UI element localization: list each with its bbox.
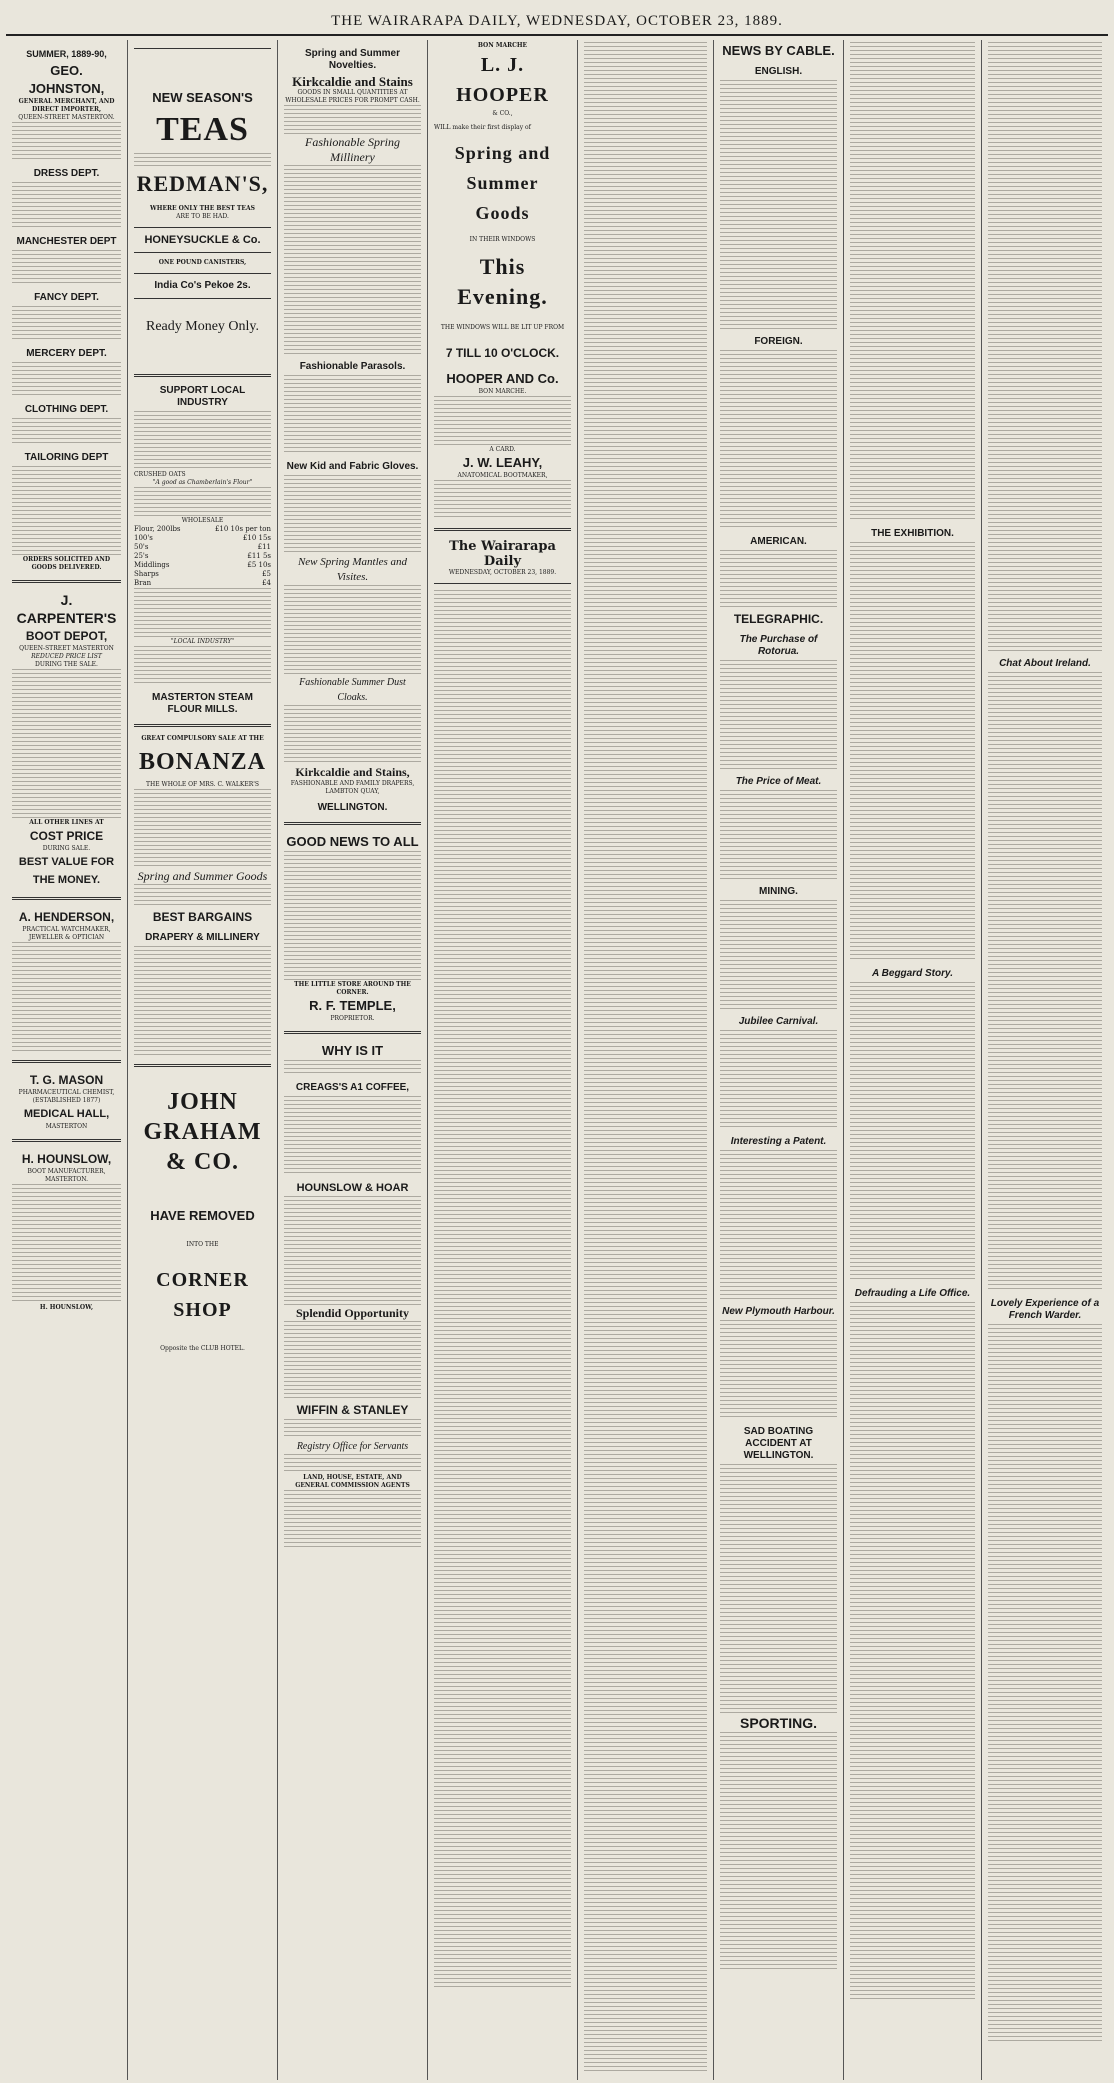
flour-item: 50's	[134, 543, 149, 551]
flour-price-row	[134, 525, 271, 534]
orders-footer: ORDERS SOLICITED AND GOODS DELIVERED.	[22, 556, 111, 571]
dress-dept-heading: DRESS DEPT.	[33, 168, 100, 179]
flour-item: 100's	[134, 534, 153, 542]
splendid-body	[284, 1321, 421, 1401]
news-by-cable: NEWS BY CABLE.	[722, 43, 835, 58]
foreign-text	[720, 350, 837, 530]
local-body	[134, 646, 271, 686]
johnston-loc: QUEEN-STREET MASTERTON.	[18, 114, 115, 121]
masthead-title: THE WAIRARAPA DAILY, WEDNESDAY, OCTOBER 23, 1889.	[331, 13, 783, 29]
leahy-sub: ANATOMICAL BOOTMAKER,	[457, 472, 548, 479]
lit-up: THE WINDOWS WILL BE LIT UP FROM	[440, 324, 565, 331]
divider	[434, 583, 571, 584]
carpenter-sub: BOOT DEPOT,	[25, 629, 108, 643]
henderson-text	[12, 942, 121, 1052]
sporting-heading: SPORTING.	[739, 1715, 817, 1731]
wiffin-heading: WIFFIN & STANLEY	[296, 1403, 409, 1417]
henderson-name: A. HENDERSON,	[18, 910, 115, 924]
best-bargains: BEST BARGAINS	[152, 910, 253, 924]
flour-price: £10 10s per ton	[214, 525, 271, 533]
dust-cloaks-heading: Fashionable Summer Dust Cloaks.	[299, 677, 406, 703]
mercery-dept-heading: MERCERY DEPT.	[26, 348, 107, 359]
boating-text	[720, 1464, 837, 1714]
divider	[12, 897, 121, 900]
flour-price-row	[134, 561, 271, 570]
land-line: LAND, HOUSE, ESTATE, AND	[303, 1474, 402, 1481]
goods-word: Goods	[475, 203, 530, 223]
flour-price-row	[134, 552, 271, 561]
exhibition-heading: THE EXHIBITION.	[871, 528, 954, 539]
spring-summer: Spring and Summer	[454, 143, 551, 193]
american-heading: AMERICAN.	[750, 536, 807, 547]
parasols-heading: Fashionable Parasols.	[299, 361, 406, 372]
divider	[134, 227, 271, 228]
local-industry: "LOCAL INDUSTRY"	[170, 638, 235, 645]
divider	[134, 48, 271, 49]
divider	[134, 1064, 271, 1067]
temple-name: R. F. TEMPLE,	[309, 998, 396, 1013]
flour-item: Sharps	[134, 570, 159, 578]
flour-item: 25's	[134, 552, 149, 560]
wholesale-heading: WHOLESALE	[181, 517, 224, 524]
column-6	[714, 40, 844, 2080]
in-windows: IN THEIR WINDOWS	[469, 236, 536, 243]
paper-date: WEDNESDAY, OCTOBER 23, 1889.	[448, 569, 557, 576]
kirkcaldie2-heading: Kirkcaldie and Stains,	[295, 765, 410, 779]
paper-title: The Wairarapa Daily	[449, 539, 556, 569]
bonanza-body	[134, 789, 271, 869]
patent-text	[720, 1150, 837, 1300]
hounslow-text	[12, 1184, 121, 1304]
jubilee-heading: Jubilee Carnival.	[738, 1016, 819, 1027]
hooper-name: L. J. HOOPER	[456, 54, 549, 106]
american-text	[720, 550, 837, 610]
carpenter-cost: COST PRICE	[29, 829, 104, 843]
foreign-heading: FOREIGN.	[754, 336, 803, 347]
carpenter-title: J. CARPENTER'S	[16, 592, 117, 626]
why-line	[284, 1060, 421, 1076]
hounslow-sub: BOOT MANUFACTURER,	[27, 1168, 106, 1175]
flour-price: £4	[262, 579, 271, 587]
column-1	[6, 40, 128, 2080]
columns	[6, 40, 1108, 2080]
mason-sub: PHARMACEUTICAL CHEMIST,	[18, 1089, 115, 1096]
johnston-intro-text	[12, 122, 121, 162]
english-text	[720, 80, 837, 330]
manchester-dept-heading: MANCHESTER DEPT	[16, 236, 117, 247]
chamberlain-body	[134, 487, 271, 517]
flour-price: £11 5s	[247, 552, 271, 560]
defrauding-text	[850, 1302, 975, 2002]
mantles-heading: New Spring Mantles and Visites.	[297, 556, 408, 583]
rotorua-heading: The Purchase of Rotorua.	[739, 634, 818, 657]
flour-price: £5	[262, 570, 271, 578]
divider	[284, 822, 421, 825]
corner-shop: CORNER SHOP	[156, 1269, 249, 1321]
column-7-top-text	[850, 42, 975, 522]
plymouth-text	[720, 1320, 837, 1420]
ireland-heading: Chat About Ireland.	[999, 658, 1091, 669]
clearing-line: GREAT COMPULSORY SALE AT THE	[141, 735, 264, 742]
creags-line: CREAGS'S A1 COFFEE,	[295, 1082, 410, 1093]
graham-co: & CO.	[166, 1149, 239, 1175]
plymouth-heading: New Plymouth Harbour.	[722, 1306, 835, 1317]
card-line: A CARD.	[489, 446, 516, 453]
tailoring-dept-heading: TAILORING DEPT	[24, 452, 109, 463]
kirk2-sub: FASHIONABLE AND FAMILY DRAPERS,	[290, 780, 415, 787]
flour-price-table	[134, 525, 271, 588]
chamberlain-quote: "A good as Chamberlain's Flour"	[152, 479, 253, 486]
flour-price-row	[134, 570, 271, 579]
carpenter-during2: DURING SALE.	[42, 845, 91, 852]
flour-price-row	[134, 534, 271, 543]
hounslow-hoar-body	[284, 1196, 421, 1306]
defrauding-heading: Defrauding a Life Office.	[854, 1288, 971, 1299]
hooper-co: & CO.,	[492, 110, 513, 117]
general-line: GENERAL COMMISSION AGENTS	[295, 1482, 410, 1489]
divider	[134, 374, 271, 377]
gloves-heading: New Kid and Fabric Gloves.	[286, 461, 419, 472]
chamberlain-text	[134, 411, 271, 471]
bon-marche-2: BON MARCHE.	[478, 388, 527, 395]
where-line: WHERE ONLY THE BEST TEAS	[150, 205, 255, 212]
ireland-text	[988, 672, 1102, 1292]
beggar-heading: A Beggard Story.	[872, 968, 953, 979]
general-body	[284, 1490, 421, 1550]
are-line: ARE TO BE HAD.	[176, 213, 229, 220]
carpenter-during: DURING THE SALE.	[35, 661, 98, 668]
column-5-text	[584, 42, 707, 2072]
jubilee-text	[720, 1030, 837, 1130]
tailoring-dept-text	[12, 466, 121, 556]
goods-in-small: GOODS IN SMALL QUANTITIES AT WHOLESALE PRICES FOR PROMPT CASH.	[285, 89, 420, 104]
dress-dept-text	[12, 182, 121, 230]
hounslow-loc: MASTERTON.	[44, 1176, 89, 1183]
boating-heading: SAD BOATING ACCIDENT AT WELLINGTON.	[743, 1426, 814, 1461]
flour-item: Bran	[134, 579, 152, 587]
good-news-body	[284, 851, 421, 981]
mason-hall: MEDICAL HALL,	[23, 1108, 110, 1120]
hounslow-foot: H. HOUNSLOW,	[39, 1304, 94, 1311]
column-8	[982, 40, 1108, 2080]
into-the: INTO THE	[186, 1241, 219, 1248]
mining-heading: MINING.	[759, 886, 798, 897]
teas-line	[134, 153, 271, 169]
carpenter-loc: QUEEN-STREET MASTERTON	[19, 645, 114, 652]
divider	[284, 1031, 421, 1034]
good-news-heading: GOOD NEWS TO ALL	[286, 834, 419, 849]
exhibition-text	[850, 542, 975, 962]
flour-price: £11	[257, 543, 271, 551]
johnston-sub: GENERAL MERCHANT, AND DIRECT IMPORTER,	[18, 98, 115, 113]
honeysuckle-line: HONEYSUCKLE & Co.	[144, 234, 261, 246]
flour-price: £5 10s	[247, 561, 271, 569]
teas-heading: TEAS	[156, 111, 249, 148]
mantles-body	[284, 585, 421, 675]
manchester-dept-text	[12, 250, 121, 286]
column-5	[578, 40, 714, 2080]
drapery-line: DRAPERY & MILLINERY	[145, 932, 260, 943]
bon-marche-top: BON MARCHE	[477, 42, 528, 49]
fancy-dept-text	[12, 306, 121, 342]
carpenter-best: BEST VALUE FOR THE MONEY.	[18, 856, 115, 886]
henderson-sub: PRACTICAL WATCHMAKER, JEWELLER & OPTICIAN	[22, 926, 111, 941]
divider	[12, 580, 121, 583]
have-removed: HAVE REMOVED	[150, 1208, 255, 1223]
divider	[134, 273, 271, 274]
temple-sub: PROPRIETOR.	[330, 1015, 375, 1022]
hounslow-name: H. HOUNSLOW,	[21, 1152, 112, 1166]
redmans-heading: REDMAN'S,	[136, 171, 269, 196]
graham-heading: JOHN GRAHAM	[143, 1089, 262, 1145]
divider	[134, 298, 271, 299]
kirk2-lambton: LAMBTON QUAY,	[325, 788, 380, 795]
warder-text	[988, 1324, 1102, 2044]
clothing-dept-text	[12, 418, 121, 446]
johnston-name: GEO. JOHNSTON,	[28, 63, 105, 96]
editorial-text	[434, 590, 571, 1990]
till-ten: 7 TILL 10 O'CLOCK.	[445, 346, 560, 360]
dust-body	[284, 705, 421, 765]
beggar-text	[850, 982, 975, 1282]
telegraphic-heading: TELEGRAPHIC.	[733, 612, 824, 626]
novelties-heading: Spring and Summer Novelties.	[304, 48, 400, 71]
sporting-text	[720, 1732, 837, 1972]
leahy-name: J. W. LEAHY,	[462, 455, 543, 470]
mason-est: (ESTABLISHED 1877)	[32, 1097, 101, 1104]
clothing-dept-heading: CLOTHING DEPT.	[24, 404, 109, 415]
divider	[134, 252, 271, 253]
bon-line: THE LITTLE STORE AROUND THE CORNER.	[294, 981, 411, 996]
canisters-line: ONE POUND CANISTERS,	[158, 259, 247, 266]
carpenter-note: REDUCED PRICE LIST	[31, 653, 102, 660]
english-heading: ENGLISH.	[754, 66, 803, 77]
column-2	[128, 40, 278, 2080]
season-heading: SUMMER, 1889-90,	[26, 49, 107, 59]
new-season-heading: NEW SEASON'S	[152, 90, 253, 105]
masthead	[6, 4, 1108, 36]
spring-goods: Spring and Summer Goods	[137, 869, 268, 883]
parasols-body	[284, 375, 421, 455]
will-make: WILL make their first display of	[434, 124, 531, 131]
support-local-heading: SUPPORT LOCAL INDUSTRY	[159, 385, 246, 408]
mason-loc: MASTERTON	[45, 1123, 88, 1130]
kirkcaldie-heading: Kirkcaldie and Stains	[292, 74, 413, 89]
millinery-body	[284, 165, 421, 355]
kirk2-wellington: WELLINGTON.	[317, 802, 388, 813]
column-7	[844, 40, 982, 2080]
hooper-body	[434, 396, 571, 446]
mason-name: T. G. MASON	[29, 1073, 104, 1087]
gloves-body	[284, 475, 421, 555]
crushed-oats: CRUSHED OATS	[134, 471, 186, 478]
registry-heading: Registry Office for Servants	[296, 1441, 409, 1452]
creags-body	[284, 1096, 421, 1176]
splendid-heading: Splendid Opportunity	[295, 1306, 410, 1320]
kirk-intro	[284, 105, 421, 135]
bonanza-sub: THE WHOLE OF MRS. C. WALKER'S	[146, 781, 259, 788]
flour-item: Flour, 200lbs	[134, 525, 181, 533]
flour-item: Middlings	[134, 561, 170, 569]
opposite-club: Opposite the CLUB HOTEL.	[160, 1345, 245, 1352]
meat-heading: The Price of Meat.	[735, 776, 822, 787]
hooper-and-co: HOOPER AND Co.	[446, 371, 559, 386]
fancy-dept-heading: FANCY DEPT.	[34, 292, 99, 303]
flour-price-row	[134, 579, 271, 588]
mercery-dept-text	[12, 362, 121, 398]
divider	[434, 528, 571, 531]
flour-price: £10 15s	[242, 534, 271, 542]
divider	[12, 1060, 121, 1063]
column-8-top-text	[988, 42, 1102, 652]
divider	[134, 724, 271, 727]
leahy-body	[434, 480, 571, 520]
this-evening: This Evening.	[457, 254, 548, 309]
spring-body	[134, 884, 271, 908]
column-4	[428, 40, 578, 2080]
hounslow-hoar: HOUNSLOW & HOAR	[296, 1182, 409, 1194]
column-3	[278, 40, 428, 2080]
drapery-body	[134, 946, 271, 1056]
bonanza-heading: BONANZA	[138, 749, 266, 775]
ready-money-line: Ready Money Only.	[145, 319, 260, 334]
wiffin-body	[284, 1419, 421, 1439]
patent-heading: Interesting a Patent.	[730, 1136, 827, 1147]
mining-text	[720, 900, 837, 1010]
warder-heading: Lovely Experience of a French Warder.	[990, 1298, 1100, 1321]
meat-text	[720, 790, 837, 880]
rotorua-text	[720, 660, 837, 770]
carpenter-price-list	[12, 669, 121, 819]
carpenter-other: ALL OTHER LINES AT	[29, 819, 104, 826]
millinery-heading: Fashionable Spring Millinery	[305, 135, 400, 164]
mills-heading: MASTERTON STEAM FLOUR MILLS.	[152, 692, 253, 715]
india-line: India Co's Pekoe 2s.	[154, 280, 251, 291]
why-heading: WHY IS IT	[321, 1043, 384, 1058]
divider	[12, 1139, 121, 1142]
flour-price-row	[134, 543, 271, 552]
flour-body	[134, 588, 271, 638]
registry-body	[284, 1454, 421, 1474]
